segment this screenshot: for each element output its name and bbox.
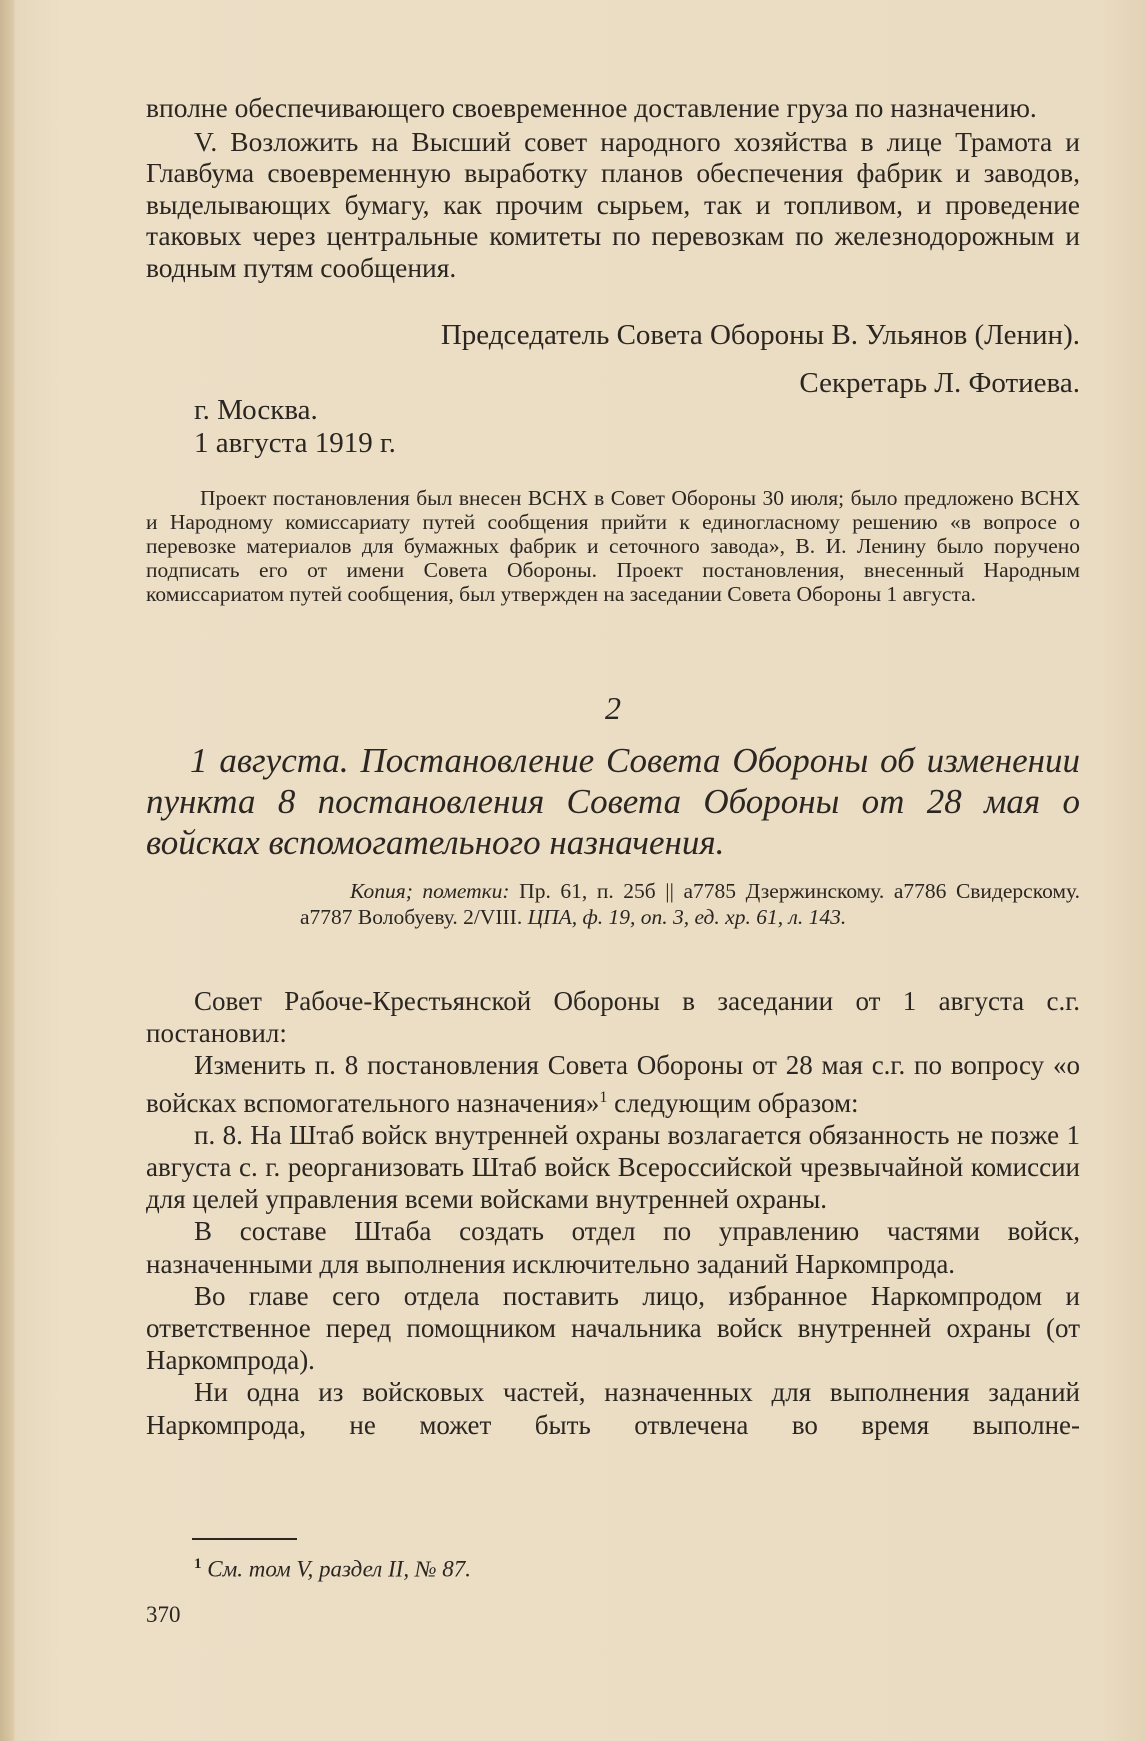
- body-paragraph-2: [146, 1049, 1080, 1118]
- signature-secretary: Секретарь Л. Фотиева.: [799, 367, 1080, 399]
- body-paragraph-2-tail: следующим образом:: [614, 1087, 859, 1118]
- previous-document-text: [146, 92, 1080, 283]
- body-paragraph-3: п. 8. На Штаб войск внутренней охраны возлагается обязанность не позже 1 августа с. г. реорганизовать Штаб войск Всероссийской чрезвычайной комиссии для целей управления всеми войсками внутренней охраны.: [146, 1119, 1080, 1215]
- document-number: 2: [605, 690, 621, 726]
- footnote-mark: 1: [194, 1556, 202, 1572]
- body-paragraph-6: Ни одна из войсковых частей, назначенных для выполнения заданий Наркомпрода, не может быть отвлечена во время выполне-: [146, 1377, 1080, 1440]
- document-body: [146, 985, 1080, 1441]
- item-v-paragraph: V. Возложить на Высший совет народного хозяйства в лице Трамота и Главбума своевременную выработку планов обеспечения фабрик и заводов, выделывающих бумагу, как прочим сырьем, так и топливом, и проведение таковых через центральные комитеты по перевозкам по железнодорожным и водным путям сообщения.: [146, 125, 1080, 283]
- source-note: [300, 878, 1080, 930]
- editorial-note: [146, 486, 1080, 606]
- continuation-paragraph: вполне обеспечивающего своевременное доставление груза по назначению.: [146, 92, 1037, 123]
- date: 1 августа 1919 г.: [194, 427, 396, 459]
- footnote-divider: [192, 1538, 297, 1540]
- editorial-note-text: Проект постановления был внесен ВСНХ в Совет Обороны 30 июля; было предложено ВСНХ и Народному комиссариату путей сообщения прийти к единогласному решению «в вопросе о перевозке материалов для бумажных фабрик и сеточного завода», В. И. Ленину было поручено подписать его от имени Совета Обороны. Проект постановления, внесенный Народным комиссариатом путей сообщения, был утвержден на заседании Совета Обороны 1 августа.: [146, 486, 1080, 606]
- source-label: Копия; пометки:: [350, 879, 510, 903]
- footnote: [194, 1556, 894, 1583]
- signature-chair: Председатель Совета Обороны В. Ульянов (Ленин).: [440, 319, 1080, 351]
- source-marks: Пр. 61, п. 25б || а7785 Дзержинскому. а7786 Свидерскому. а7787 Волобуеву. 2/VIII.: [300, 879, 1080, 929]
- document-title-text: 1 августа. Постановление Совета Обороны об изменении пункта 8 постановления Совета Обороны от 28 мая о войсках вспомогательного назначения.: [146, 741, 1080, 862]
- footnote-reference: 1: [599, 1088, 608, 1106]
- body-paragraph-2-text: Изменить п. 8 постановления Совета Обороны от 28 мая с.г. по вопросу «о войсках вспомогательного назначения»: [146, 1050, 1080, 1118]
- body-paragraph-5: Во главе сего отдела поставить лицо, избранное Наркомпродом и ответственное перед помощником начальника войск внутренней охраны (от Наркомпрода).: [146, 1280, 1080, 1376]
- source-archive: ЦПА, ф. 19, оп. 3, ед. хр. 61, л. 143.: [527, 905, 847, 929]
- footnote-text: См. том V, раздел II, № 87.: [207, 1556, 472, 1582]
- page-number: 370: [146, 1602, 181, 1627]
- page-edge: [0, 0, 14, 1741]
- place: г. Москва.: [194, 394, 318, 426]
- document-title: [146, 740, 1080, 863]
- body-paragraph-4: В составе Штаба создать отдел по управлению частями войск, назначенными для выполнения исключительно заданий Наркомпрода.: [146, 1216, 1080, 1279]
- body-paragraph-1: Совет Рабоче-Крестьянской Обороны в заседании от 1 августа с.г. постановил:: [146, 986, 1080, 1049]
